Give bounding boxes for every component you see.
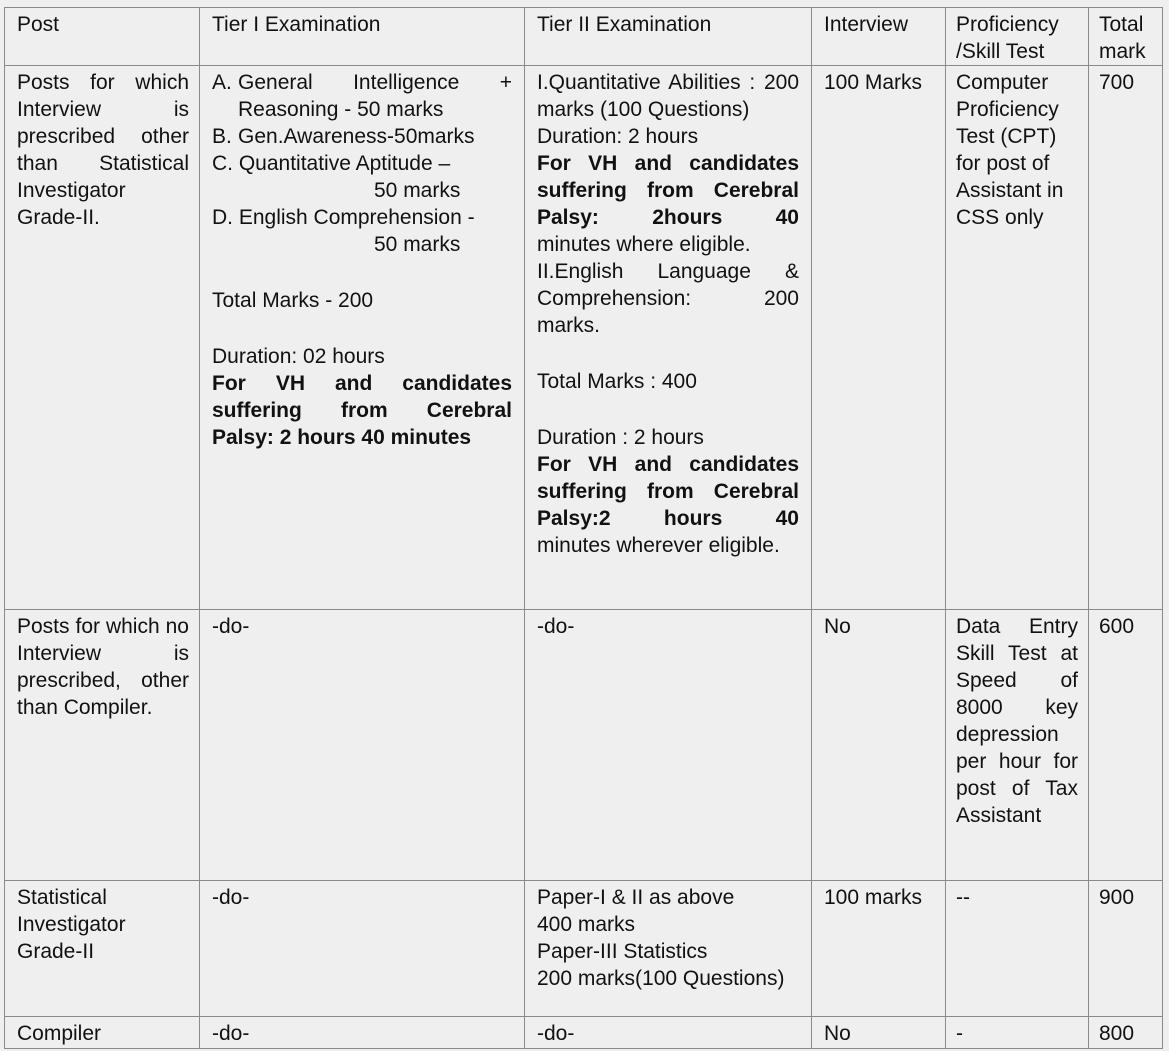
header-total [1089,8,1163,66]
row1-proficiency: Computer Proficiency Test (CPT) for post of Assistant in CSS only [946,66,1089,610]
row1-post: Posts for which Interview is prescribed other than Statistical Investigator Grade-II. [5,66,200,610]
table-row [5,881,1163,1017]
row3-total: 900 [1089,881,1163,1017]
header-total-line1: Total [1099,13,1144,36]
header-proficiency-line1: Proficiency [956,13,1059,36]
row2-proficiency: Data Entry Skill Test at Speed of 8000 key depression per hour for post of Tax Assistant [946,610,1089,881]
header-total-line2: mark [1099,40,1146,63]
tier2-duration-2: Duration : 2 hours [537,426,704,449]
row3-proficiency: -- [946,881,1089,1017]
row3-tier2-line1: Paper-I & II as above [537,886,735,909]
tier2-vh-note: For VH and candidates suffering from Cerebral Palsy: 2hours 40 [537,152,799,229]
tier1-item-c-text: C. Quantitative Aptitude – [212,152,451,175]
exam-scheme-table [4,7,1163,1049]
tier2-vh-note-end: minutes where eligible. [537,233,751,256]
tier1-item-c [212,150,512,204]
row4-post: Compiler [5,1017,200,1049]
row3-post: Statistical Investigator Grade-II [5,881,200,1017]
row2-post: Posts for which no Interview is prescribed, other than Compiler. [5,610,200,881]
header-tier1: Tier I Examination [200,8,525,66]
tier2-quantitative: I.Quantitative Abilities : 200 marks (100 Questions) [537,71,799,121]
tier2-vh-note-2: For VH and candidates suffering from Cerebral Palsy:2 hours 40 [537,453,799,530]
tier1-item-a [212,69,512,123]
row4-tier1: -do- [200,1017,525,1049]
row4-interview: No [812,1017,946,1049]
row4-proficiency: - [946,1017,1089,1049]
tier1-item-a-marker: A. [212,71,232,94]
row2-total: 600 [1089,610,1163,881]
tier1-vh-note: For VH and candidates suffering from Cerebral Palsy: 2 hours 40 minutes [212,372,512,449]
table-row [5,610,1163,881]
tier1-item-b-text: Gen.Awareness-50marks [238,125,475,148]
row2-interview: No [812,610,946,881]
header-proficiency [946,8,1089,66]
row1-tier1 [200,66,525,610]
tier1-item-b [212,123,512,150]
row3-interview: 100 marks [812,881,946,1017]
row1-total: 700 [1089,66,1163,610]
header-interview: Interview [812,8,946,66]
tier1-item-b-marker: B. [212,125,232,148]
row1-tier2 [525,66,812,610]
table-row [5,66,1163,610]
tier2-english: II.English Language & Comprehension: 200 marks. [537,260,799,337]
row2-tier2: -do- [525,610,812,881]
header-tier2: Tier II Examination [525,8,812,66]
exam-scheme-table-wrapper [4,7,1163,1049]
tier1-item-d-marks: 50 marks [374,233,461,256]
tier2-vh-note-2-end: minutes wherever eligible. [537,534,780,557]
tier1-item-d [212,204,512,258]
tier1-item-c-marks: 50 marks [374,179,461,202]
table-header-row [5,8,1163,66]
row4-tier2: -do- [525,1017,812,1049]
tier1-total-marks: Total Marks - 200 [212,289,374,312]
row3-tier2 [525,881,812,1017]
tier1-duration: Duration: 02 hours [212,345,385,368]
tier1-item-d-text: D. English Comprehension - [212,206,475,229]
row3-tier2-line3: Paper-III Statistics [537,940,708,963]
tier2-total-marks: Total Marks : 400 [537,370,697,393]
header-proficiency-line2: /Skill Test [956,40,1045,63]
row2-tier1: -do- [200,610,525,881]
row4-total: 800 [1089,1017,1163,1049]
header-post: Post [5,8,200,66]
row1-interview: 100 Marks [812,66,946,610]
row3-tier2-line2: 400 marks [537,913,636,936]
tier1-subject-list [212,69,512,258]
tier1-item-a-text: General Intelligence + Reasoning - 50 marks [238,71,512,121]
tier2-duration: Duration: 2 hours [537,125,699,148]
row3-tier1: -do- [200,881,525,1017]
row3-tier2-line4: 200 marks(100 Questions) [537,967,785,990]
table-row [5,1017,1163,1049]
